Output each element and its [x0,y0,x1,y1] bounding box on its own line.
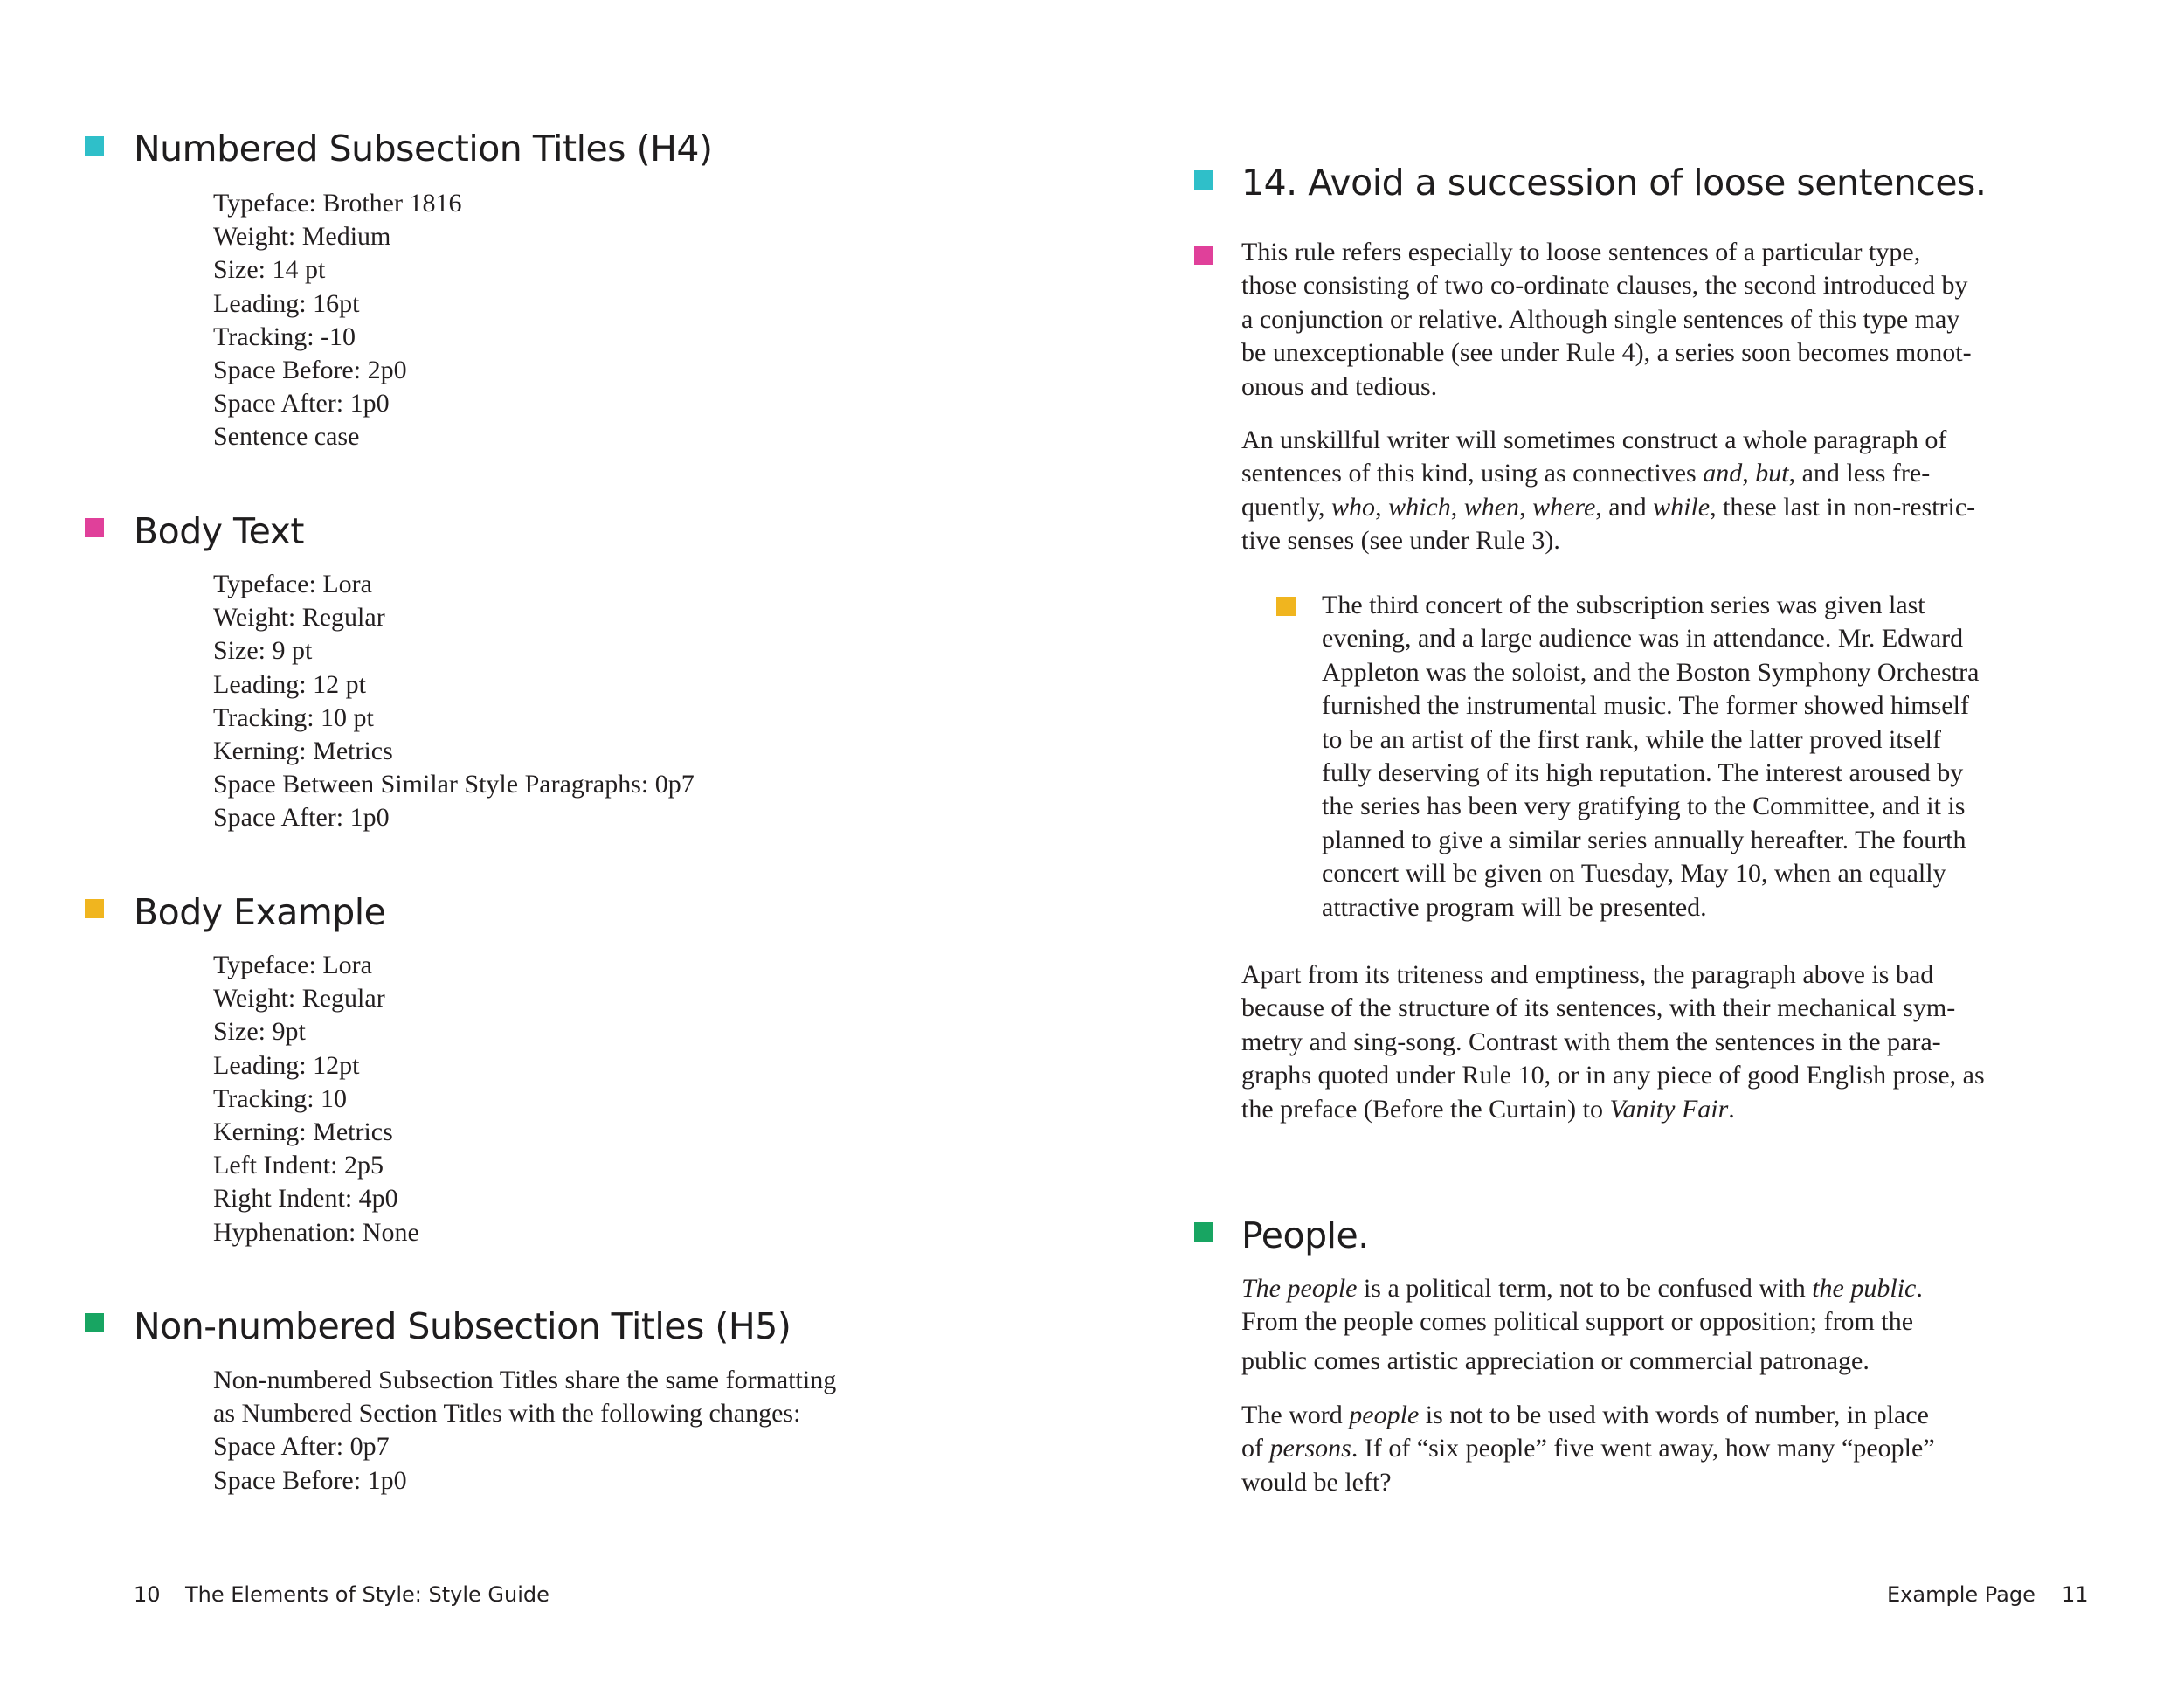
text-line: metry and sing-song. Contrast with them the sentences in the para- [1241,1027,1941,1056]
text-line: to be an artist of the first rank, while the latter proved itself [1322,724,1941,754]
text-line: An unskillful writer will sometimes construct a whole paragraph of [1241,425,1947,454]
rule-paragraph-1 [1241,236,1972,404]
left-running-title: The Elements of Style: Style Guide [185,1582,549,1607]
section-heading-body-text: Body Text [134,510,304,552]
body-example-spec-list [213,949,419,1249]
text-line: the series has been very gratifying to the Committee, and it is [1322,792,1966,821]
text-line: evening, and a large audience was in attendance. Mr. Edward [1322,624,1964,654]
text-line: quently, who, which, when, where, and while, these last in non-restric- [1241,492,1976,522]
h4-spec-list [213,187,461,454]
spec-line: Weight: Regular [213,984,385,1013]
text-line: Appleton was the soloist, and the Boston Symphony Orchestra [1322,657,1980,687]
spec-line: Space Between Similar Style Paragraphs: 0p7 [213,770,695,799]
text-line: be unexceptionable (see under Rule 4), a series soon becomes monot- [1241,338,1972,368]
left-page-number: 10 [134,1582,161,1607]
body-text-spec-list [213,568,695,835]
section-heading-h5: Non-numbered Subsection Titles (H5) [134,1305,791,1347]
text-line: graphs quoted under Rule 10, or in any piece of good English prose, as [1241,1061,1985,1090]
text-line: The people is a political term, not to be confused with the public. [1241,1274,1923,1303]
spec-line: Space Before: 1p0 [213,1465,407,1495]
rule-paragraph-3 [1241,958,1985,1126]
text-line: This rule refers especially to loose sentences of a particular type, [1241,238,1921,266]
body-example-quote [1322,589,1979,924]
text-line: would be left? [1241,1467,1392,1497]
text-line: onous and tedious. [1241,371,1438,401]
rule-paragraph-2 [1241,424,1975,558]
green-square-marker [1194,1222,1213,1242]
text-line: a conjunction or relative. Although single sentences of this type may [1241,304,1960,334]
teal-square-marker [1194,170,1213,190]
text-line: because of the structure of its sentences, with their mechanical sym- [1241,993,1956,1023]
yellow-square-marker [85,899,104,918]
text-line: attractive program will be presented. [1322,892,1707,922]
spec-line: Hyphenation: None [213,1217,419,1247]
spec-line: Leading: 16pt [213,288,360,318]
text-line: concert will be given on Tuesday, May 10, when an equally [1322,859,1946,889]
green-square-marker [85,1313,104,1332]
people-paragraph-1 [1241,1272,1923,1378]
text-line: public comes artistic appreciation or commercial patronage. [1241,1346,1870,1375]
spec-line: Space After: 1p0 [213,803,390,833]
text-line: the preface (Before the Curtain) to Vanity Fair. [1241,1094,1735,1124]
right-page-number: 11 [2062,1582,2089,1607]
text-line: of persons. If of “six people” five went away, how many “people” [1241,1434,1935,1463]
text-line: furnished the instrumental music. The former showed himself [1322,691,1969,721]
spec-line: Sentence case [213,422,360,452]
text-line: those consisting of two co-ordinate clauses, the second introduced by [1241,271,1968,301]
text-line: From the people comes political support or opposition; from the [1241,1307,1914,1337]
spec-line: Kerning: Metrics [213,1117,393,1147]
spec-line: Leading: 12 pt [213,669,366,699]
magenta-square-marker [85,518,104,537]
text-line: tive senses (see under Rule 3). [1241,526,1560,556]
spec-line: as Numbered Section Titles with the following changes: [213,1399,801,1429]
people-heading: People. [1241,1214,1369,1256]
text-line: planned to give a similar series annually hereafter. The fourth [1322,825,1966,854]
spec-line: Space After: 1p0 [213,389,390,419]
spec-line: Typeface: Brother 1816 [213,189,462,218]
right-running-title: Example Page [1887,1582,2035,1607]
section-heading-body-example: Body Example [134,891,386,933]
rule-heading: 14. Avoid a succession of loose sentences. [1241,162,1987,204]
people-paragraph-2 [1241,1399,1935,1499]
spec-line: Tracking: -10 [213,322,356,351]
text-line: The third concert of the subscription series was given last [1322,591,1925,619]
text-line: fully deserving of its high reputation. The interest aroused by [1322,758,1964,788]
spec-line: Size: 9 pt [213,636,313,666]
spec-line: Left Indent: 2p5 [213,1151,384,1180]
spec-line: Kerning: Metrics [213,737,393,766]
spec-line: Leading: 12pt [213,1050,360,1080]
spec-line: Tracking: 10 [213,1083,348,1113]
spec-line: Tracking: 10 pt [213,702,374,732]
magenta-square-marker [1194,246,1213,265]
spec-line: Size: 14 pt [213,255,326,285]
spec-line: Right Indent: 4p0 [213,1184,398,1214]
spec-line: Size: 9pt [213,1017,306,1047]
spec-line: Space After: 0p7 [213,1432,390,1462]
text-line: The word people is not to be used with words of number, in place [1241,1401,1929,1429]
h5-spec-list [213,1364,836,1498]
spec-line: Weight: Regular [213,603,385,633]
spec-line: Weight: Medium [213,222,391,252]
text-line: Apart from its triteness and emptiness, the paragraph above is bad [1241,960,1934,989]
spec-line: Typeface: Lora [213,570,372,598]
teal-square-marker [85,136,104,156]
section-heading-h4: Numbered Subsection Titles (H4) [134,128,713,169]
yellow-square-marker [1276,597,1296,616]
text-line: sentences of this kind, using as connectives and, but, and less fre- [1241,459,1931,488]
spec-line: Non-numbered Subsection Titles share the same formatting [213,1366,837,1394]
spec-line: Typeface: Lora [213,951,372,979]
spec-line: Space Before: 2p0 [213,356,407,385]
